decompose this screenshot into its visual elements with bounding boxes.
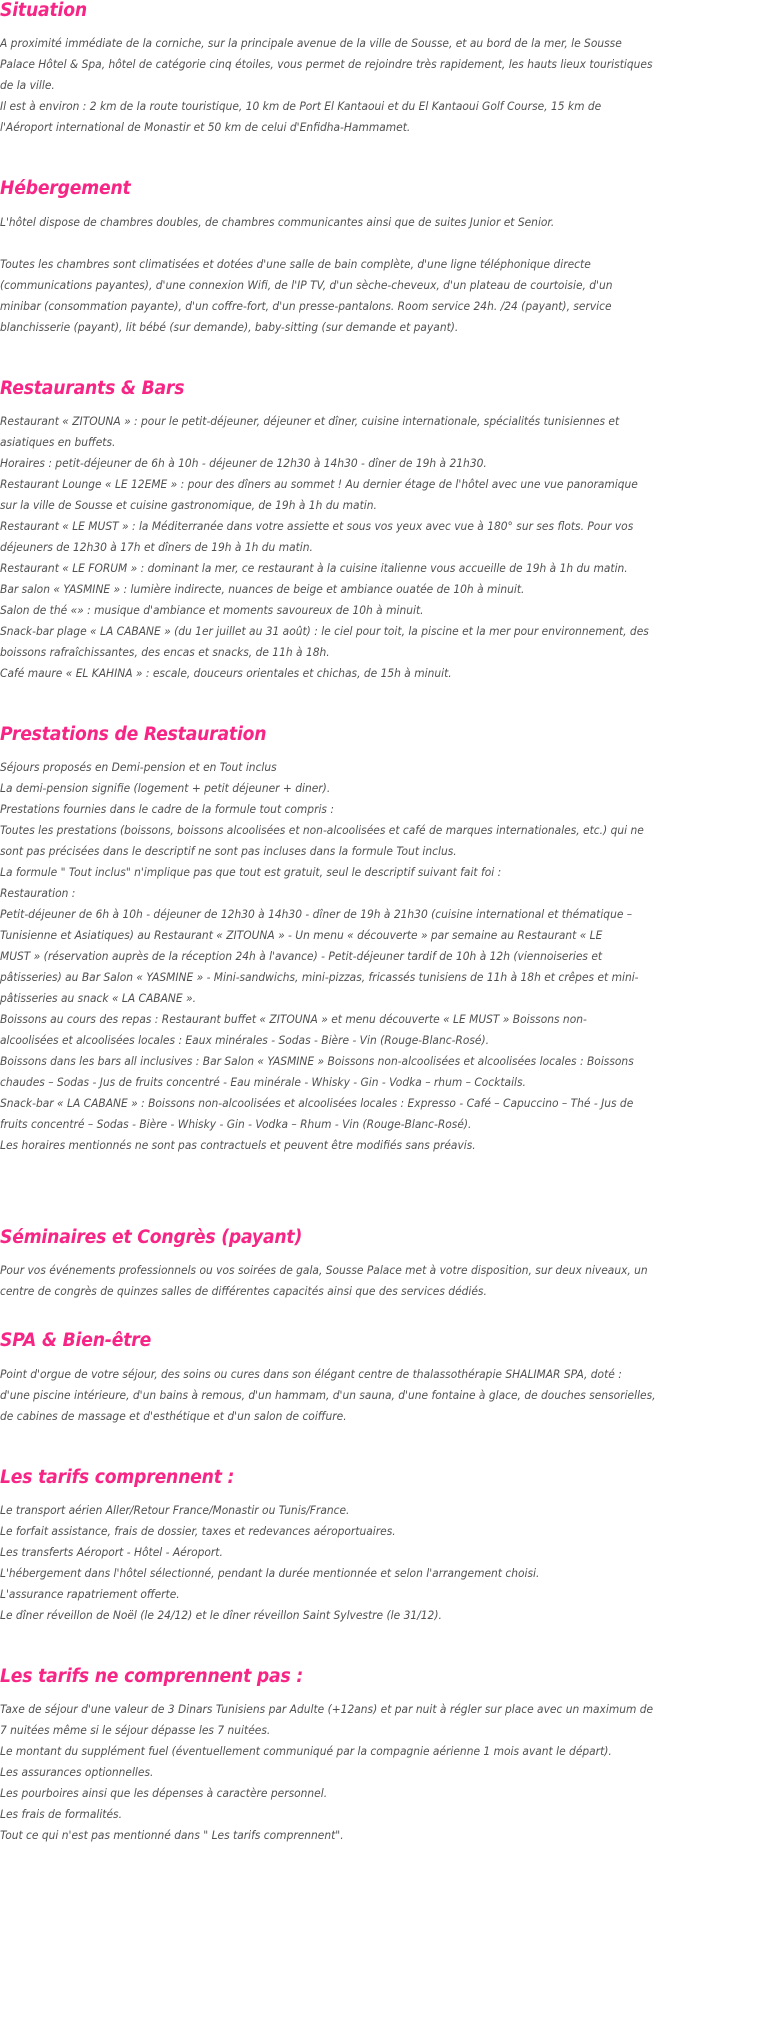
paragraph-line: déjeuners de 12h30 à 17h et dîners de 19h à 1h du matin. xyxy=(0,539,313,554)
paragraph-line: MUST » (réservation auprès de la réception 24h à l'avance) - Petit-déjeuner tardif de 10h à 12h (viennoiseries et xyxy=(0,949,603,964)
paragraph-line: Restaurant « ZITOUNA » : pour le petit-déjeuner, déjeuner et dîner, cuisine internationale, spécialités tunisiennes et xyxy=(0,413,620,428)
paragraph-line: Café maure « EL KAHINA » : escale, douceurs orientales et chichas, de 15h à minuit. xyxy=(0,665,452,680)
paragraph-line: centre de congrès de quinzes salles de différentes capacités ainsi que des services dédiés. xyxy=(0,1284,487,1299)
section-title-restaurants-bars: Restaurants & Bars xyxy=(0,377,185,399)
section-situation xyxy=(0,0,756,138)
paragraph-line: Bar salon « YASMINE » : lumière indirecte, nuances de beige et ambiance ouatée de 10h à minuit. xyxy=(0,581,525,596)
paragraph-line: L'hébergement dans l'hôtel sélectionné, pendant la durée mentionnée et selon l'arrangement choisi. xyxy=(0,1565,540,1580)
paragraph-line: l'Aéroport international de Monastir et 50 km de celui d'Enfidha-Hammamet. xyxy=(0,120,411,135)
paragraph-line: Boissons dans les bars all inclusives : Bar Salon « YASMINE » Boissons non-alcoolisées et alcoolisées locales : Boissons xyxy=(0,1054,634,1069)
section-spa-bien-etre xyxy=(0,1330,756,1426)
paragraph-line: Toutes les chambres sont climatisées et dotées d'une salle de bain complète, d'une ligne téléphonique directe xyxy=(0,256,591,271)
paragraph-line: Restaurant « LE FORUM » : dominant la mer, ce restaurant à la cuisine italienne vous accueille de 19h à 1h du matin. xyxy=(0,560,628,575)
paragraph-line: Les horaires mentionnés ne sont pas contractuels et peuvent être modifiés sans préavis. xyxy=(0,1138,476,1153)
paragraph-line: de la ville. xyxy=(0,78,55,93)
paragraph-line: d'une piscine intérieure, d'un bains à remous, d'un hammam, d'un sauna, d'une fontaine à glace, de douches sensorielles, xyxy=(0,1387,656,1402)
paragraph-line: Snack-bar plage « LA CABANE » (du 1er juillet au 31 août) : le ciel pour toit, la piscine et la mer pour environnement, des xyxy=(0,623,649,638)
paragraph-line: Boissons au cours des repas : Restaurant buffet « ZITOUNA » et menu découverte « LE MUST » Boissons non- xyxy=(0,1012,587,1027)
paragraph-line: chaudes – Sodas - Jus de fruits concentré - Eau minérale - Whisky - Gin - Vodka – rhum – Cocktails. xyxy=(0,1075,526,1090)
paragraph-line: L'assurance rapatriement offerte. xyxy=(0,1586,180,1601)
paragraph-line: Petit-déjeuner de 6h à 10h - déjeuner de 12h30 à 14h30 - dîner de 19h à 21h30 (cuisine international et thématique – xyxy=(0,907,633,922)
paragraph-line: Le transport aérien Aller/Retour France/Monastir ou Tunis/France. xyxy=(0,1502,350,1517)
paragraph-line: La demi-pension signifie (logement + petit déjeuner + diner). xyxy=(0,781,331,796)
paragraph-line: Tout ce qui n'est pas mentionné dans " Les tarifs comprennent". xyxy=(0,1828,344,1843)
paragraph-line: Restaurant « LE MUST » : la Méditerranée dans votre assiette et sous vos yeux avec vue à 180° sur ses flots. Pour vos xyxy=(0,518,634,533)
paragraph-line: 7 nuitées même si le séjour dépasse les 7 nuitées. xyxy=(0,1723,271,1738)
paragraph-line: Les frais de formalités. xyxy=(0,1807,122,1822)
paragraph-line: blanchisserie (payant), lit bébé (sur demande), baby-sitting (sur demande et payant). xyxy=(0,319,459,334)
paragraph-line: boissons rafraîchissantes, des encas et snacks, de 11h à 18h. xyxy=(0,644,330,659)
paragraph-line: asiatiques en buffets. xyxy=(0,434,116,449)
paragraph-line: Restauration : xyxy=(0,886,76,901)
paragraph-line: Restaurant Lounge « LE 12EME » : pour des dîners au sommet ! Au dernier étage de l'hôtel avec une vue panoramique xyxy=(0,476,638,491)
section-title-tarifs-ne-comprennent-pas: Les tarifs ne comprennent pas : xyxy=(0,1665,304,1687)
paragraph-line: Les transferts Aéroport - Hôtel - Aéroport. xyxy=(0,1544,223,1559)
paragraph-line: minibar (consommation payante), d'un coffre-fort, d'un presse-pantalons. Room service 24h. /24 (payant), service xyxy=(0,298,612,313)
paragraph-line: Snack-bar « LA CABANE » : Boissons non-alcoolisées et alcoolisées locales : Expresso - Café – Capuccino – Thé - Jus de xyxy=(0,1096,634,1111)
paragraph-line: pâtisseries) au Bar Salon « YASMINE » - Mini-sandwichs, mini-pizzas, fricassés tunisiens de 11h à 18h et crêpes et mini- xyxy=(0,970,639,985)
paragraph-line: Tunisienne et Asiatiques) au Restaurant « ZITOUNA » - Un menu « découverte » par semaine au Restaurant « LE xyxy=(0,928,603,943)
paragraph-line: Horaires : petit-déjeuner de 6h à 10h - déjeuner de 12h30 à 14h30 - dîner de 19h à 21h30. xyxy=(0,455,487,470)
paragraph-line: Les assurances optionnelles. xyxy=(0,1765,154,1780)
paragraph-line: (communications payantes), d'une connexion Wifi, de l'IP TV, d'un sèche-cheveux, d'un plateau de courtoisie, d'un xyxy=(0,277,613,292)
section-title-seminaires-congres: Séminaires et Congrès (payant) xyxy=(0,1227,303,1249)
paragraph-line: sont pas précisées dans le descriptif ne sont pas incluses dans la formule Tout inclus. xyxy=(0,844,457,859)
section-seminaires-congres xyxy=(0,1227,756,1302)
paragraph-line: Toutes les prestations (boissons, boissons alcoolisées et non-alcoolisées et café de marques internationales, etc.) qui ne xyxy=(0,823,644,838)
paragraph-line: fruits concentré – Sodas - Bière - Whisky - Gin - Vodka – Rhum - Vin (Rouge-Blanc-Rosé). xyxy=(0,1117,472,1132)
section-hebergement xyxy=(0,178,756,337)
section-title-spa-bien-etre: SPA & Bien-être xyxy=(0,1330,152,1352)
section-title-prestations-restauration: Prestations de Restauration xyxy=(0,723,267,745)
paragraph-line: L'hôtel dispose de chambres doubles, de chambres communicantes ainsi que de suites Junior et Senior. xyxy=(0,214,555,229)
paragraph-line: de cabines de massage et d'esthétique et d'un salon de coiffure. xyxy=(0,1408,347,1423)
paragraph-line: La formule " Tout inclus" n'implique pas que tout est gratuit, seul le descriptif suivant fait foi : xyxy=(0,865,502,880)
paragraph-line: Il est à environ : 2 km de la route touristique, 10 km de Port El Kantaoui et du El Kantaoui Golf Course, 15 km de xyxy=(0,99,602,114)
paragraph-line: Taxe de séjour d'une valeur de 3 Dinars Tunisiens par Adulte (+12ans) et par nuit à régler sur place avec un maximum de xyxy=(0,1702,654,1717)
paragraph-line: Séjours proposés en Demi-pension et en Tout inclus xyxy=(0,760,277,775)
paragraph-line: Point d'orgue de votre séjour, des soins ou cures dans son élégant centre de thalassothérapie SHALIMAR SPA, doté : xyxy=(0,1366,622,1381)
paragraph-line: Les pourboires ainsi que les dépenses à caractère personnel. xyxy=(0,1786,328,1801)
section-title-situation: Situation xyxy=(0,0,87,21)
section-tarifs-ne-comprennent-pas xyxy=(0,1666,756,1846)
paragraph-line: Prestations fournies dans le cadre de la formule tout compris : xyxy=(0,802,334,817)
section-restaurants-bars xyxy=(0,378,756,684)
paragraph-line: sur la ville de Sousse et cuisine gastronomique, de 19h à 1h du matin. xyxy=(0,497,377,512)
paragraph-line: Le dîner réveillon de Noël (le 24/12) et le dîner réveillon Saint Sylvestre (le 31/12). xyxy=(0,1607,442,1622)
paragraph-line: A proximité immédiate de la corniche, sur la principale avenue de la ville de Sousse, et au bord de la mer, le Sousse xyxy=(0,36,622,51)
paragraph-line: Le forfait assistance, frais de dossier, taxes et redevances aéroportuaires. xyxy=(0,1523,396,1538)
paragraph-line: Pour vos événements professionnels ou vos soirées de gala, Sousse Palace met à votre disposition, sur deux niveaux, un xyxy=(0,1263,648,1278)
paragraph-line: alcoolisées et alcoolisées locales : Eaux minérales - Sodas - Bière - Vin (Rouge-Blanc-Rosé). xyxy=(0,1033,490,1048)
section-title-hebergement: Hébergement xyxy=(0,178,131,200)
paragraph-line: Salon de thé «» : musique d'ambiance et moments savoureux de 10h à minuit. xyxy=(0,602,424,617)
paragraph-line: Palace Hôtel & Spa, hôtel de catégorie cinq étoiles, vous permet de rejoindre très rapidement, les hauts lieux touristiques xyxy=(0,57,653,72)
section-prestations-restauration xyxy=(0,724,756,1156)
paragraph-line: Le montant du supplément fuel (éventuellement communiqué par la compagnie aérienne 1 mois avant le départ). xyxy=(0,1744,612,1759)
section-tarifs-comprennent xyxy=(0,1467,756,1626)
paragraph-line: pâtisseries au snack « LA CABANE ». xyxy=(0,991,197,1006)
section-title-tarifs-comprennent: Les tarifs comprennent : xyxy=(0,1466,235,1488)
